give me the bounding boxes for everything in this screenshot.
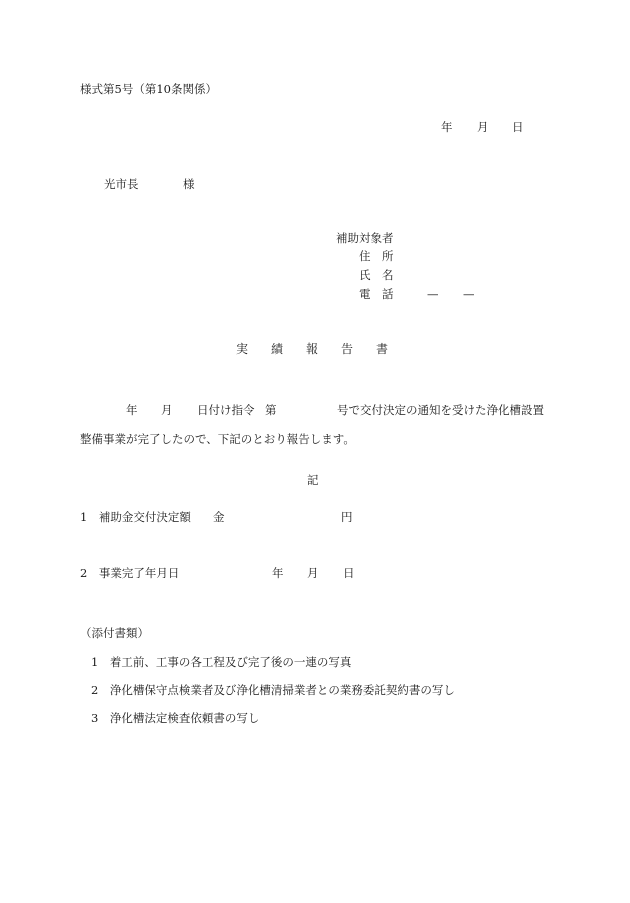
date-month: 月 (477, 120, 489, 134)
form-number: 様式第5号（第10条関係） (80, 82, 217, 96)
item1-yen: 円 (341, 510, 353, 524)
ki-heading: 記 (307, 473, 319, 487)
attachment-item: 1 着工前、工事の各工程及び完了後の一連の写真 (91, 655, 352, 669)
attachment-item: 3 浄化槽法定検査依頼書の写し (91, 711, 260, 725)
item2-label: 2 事業完了年月日 (80, 566, 180, 580)
item2-month: 月 (307, 566, 319, 580)
body-month: 月 (161, 403, 173, 417)
name-label: 氏 名 (359, 268, 394, 282)
title-char: 書 (376, 342, 389, 356)
addressee-honorific: 様 (183, 177, 195, 191)
applicant-heading: 補助対象者 (336, 231, 394, 245)
date-year: 年 (441, 120, 453, 134)
title-char: 績 (271, 342, 284, 356)
title-char: 実 (236, 342, 249, 356)
item1-kin: 金 (213, 510, 225, 524)
phone-separator: — (427, 287, 439, 301)
item1-label: 1 補助金交付決定額 (80, 510, 191, 524)
attachment-item: 2 浄化槽保守点検業者及び浄化槽清掃業者との業務委託契約書の写し (91, 683, 455, 697)
body-line1-rest: 号で交付決定の通知を受けた浄化槽設置 (337, 403, 544, 417)
body-day-directive: 日付け指令 (197, 403, 255, 417)
phone-separator: — (463, 287, 475, 301)
addressee-name: 光市長 (104, 177, 139, 191)
body-no: 第 (265, 403, 277, 417)
body-year: 年 (126, 403, 138, 417)
item2-day: 日 (343, 566, 355, 580)
title-char: 報 (306, 342, 319, 356)
date-day: 日 (512, 120, 524, 134)
title-char: 告 (341, 342, 354, 356)
attachments-heading: （添付書類） (80, 626, 149, 640)
phone-label: 電 話 (359, 287, 394, 301)
address-label: 住 所 (359, 249, 394, 263)
body-line2: 整備事業が完了したので、下記のとおり報告します。 (80, 432, 355, 446)
item2-year: 年 (272, 566, 284, 580)
